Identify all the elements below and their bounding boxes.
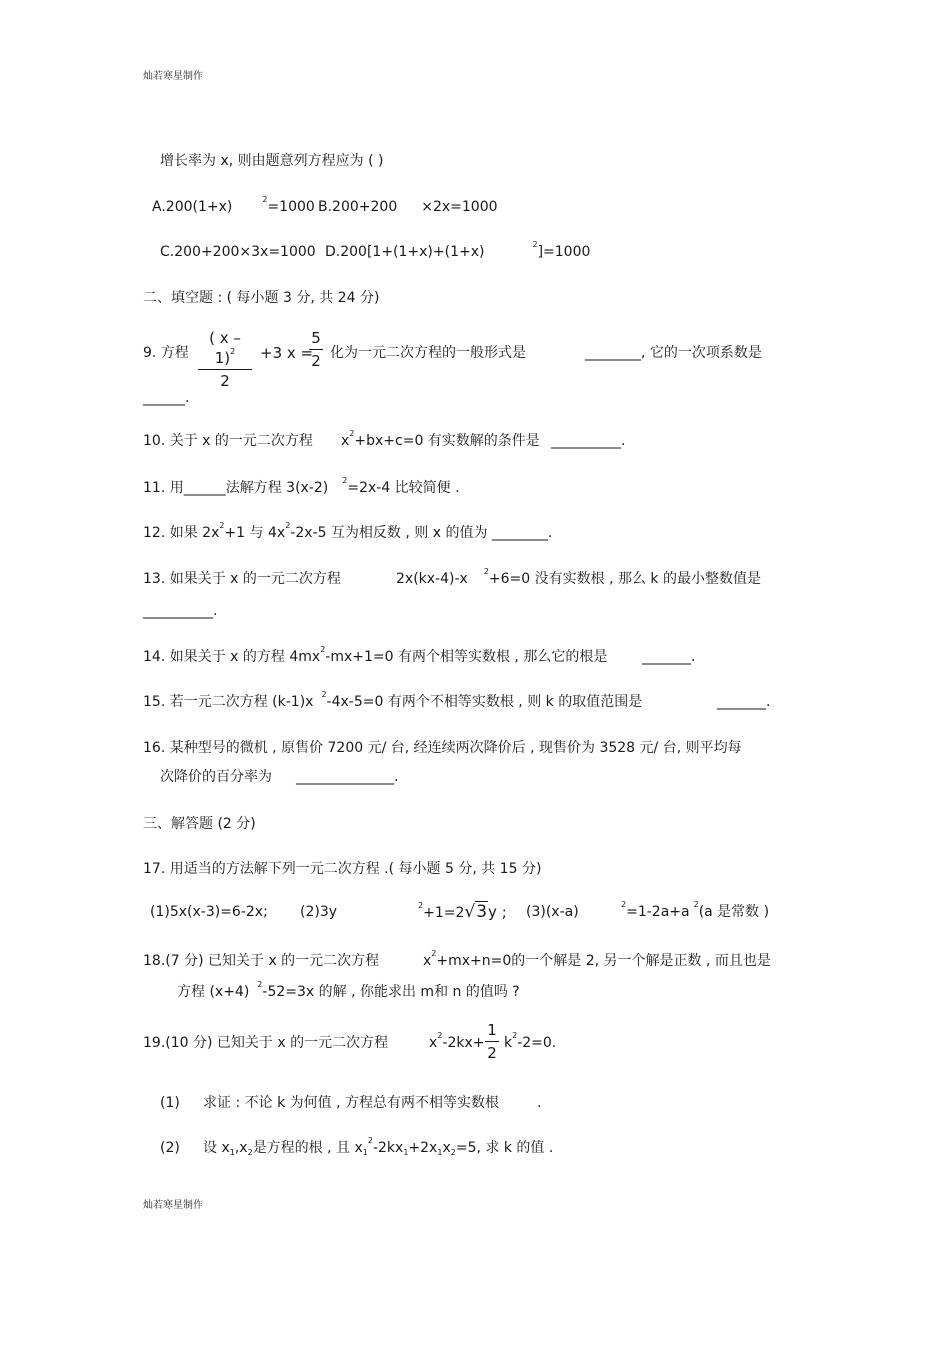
q17-part-2-a: (2)3y — [300, 904, 338, 920]
q19-text-c: $k^2-2=0$. — [504, 1031, 557, 1051]
q17-part-2-b: $^2$+1=2√3y ; — [418, 901, 507, 922]
q10-equation: $x^2+bx+c=0$ 有实数解的条件是 — [341, 429, 540, 449]
q9-blank-2: ______. — [143, 390, 190, 406]
q18-line-2: 方程 (x+4) $^2$-52=3x 的解 , 你能求出 m和 n 的值吗 ? — [177, 980, 520, 1000]
sqrt-symbol: √3 — [464, 902, 488, 922]
q17-part-3-b: $^2$=1-2a+a $^2$(a 是常数 ) — [621, 900, 770, 920]
q19-part-1: 求证 : 不论 k 为何值 , 方程总有两不相等实数根 — [203, 1095, 499, 1111]
q9-tail: 化为一元二次方程的一般形式是 — [330, 345, 526, 361]
q9-blank-1: ________, 它的一次项系数是 — [585, 345, 762, 361]
q19-text-a: 19.(10 分) 已知关于 x 的一元二次方程 — [143, 1035, 389, 1051]
q16-blank: ______________. — [296, 769, 399, 785]
q8-option-d: D.200[1+(1+x)+(1+x) $^2$]=1000 — [325, 240, 591, 260]
q14-blank: _______. — [642, 649, 696, 665]
q19-part-1-label: (1) — [160, 1095, 180, 1111]
q9-label: 9. 方程 — [143, 345, 189, 361]
q14-text: 14. 如果关于 x 的方程 $4mx^2-mx+1=0$ 有两个相等实数根 , 那么它的根是 — [143, 645, 608, 665]
q10-blank: __________. — [551, 433, 626, 449]
section3-title: 三、解答题 (2 分) — [143, 816, 256, 832]
q15-blank: _______. — [717, 694, 771, 710]
q17-part-3-a: (3)(x-a) — [526, 904, 579, 920]
q17-part-1: (1)5x(x-3)=6-2x; — [150, 904, 268, 920]
q11-text: 11. 用______法解方程 3(x-2) $^2$=2x-4 比较简便 . — [143, 476, 460, 496]
q8-option-a: A.200(1+x) $^2$=1000 — [152, 195, 315, 215]
q10-text: 10. 关于 x 的一元二次方程 — [143, 433, 313, 449]
q19-part-1-end: . — [537, 1095, 542, 1111]
q18-text-a: 18.(7 分) 已知关于 x 的一元二次方程 — [143, 953, 380, 969]
q9-middle: +3 x = — [260, 344, 314, 362]
q13-text-b: 2x(kx-4)-x $^2$+6=0 没有实数根 , 那么 k 的最小整数值是 — [396, 567, 761, 587]
q8-option-c: C.200+200×3x=1000 — [160, 244, 316, 260]
q16-line-2: 次降价的百分率为 — [160, 769, 272, 785]
q12-text: 12. 如果 $2x^2+1$ 与 $4x^2-2x-5$ 互为相反数 , 则 x 的值为 ________. — [143, 521, 553, 541]
q9-fraction-1: ( x – 1)$^2$ 2 — [198, 328, 252, 391]
q19-part-2: 设 $x_1,x_2$是方程的根 , 且 $x_1^2-2kx_1+2x_1x_2=5$, 求 k 的值 . — [203, 1136, 554, 1157]
q8-option-b: B.200+200 ×2x=1000 — [318, 199, 498, 215]
q19-text-b: $x^2-2kx+$ — [429, 1031, 485, 1051]
footer-maker: 灿若寒星制作 — [143, 1200, 203, 1211]
q9-fraction-2: 5 2 — [309, 328, 323, 371]
q15-text: 15. 若一元二次方程 (k-1)x $^2$-4x-5=0 有两个不相等实数根 , 则 k 的取值范围是 — [143, 690, 643, 710]
q16-line-1: 16. 某种型号的微机 , 原售价 7200 元/ 台, 经连续两次降价后 , 现售价为 3528 元/ 台, 则平均每 — [143, 740, 742, 756]
section2-title: 二、填空题 : ( 每小题 3 分, 共 24 分) — [143, 290, 380, 306]
q13-text-a: 13. 如果关于 x 的一元二次方程 — [143, 571, 341, 587]
q18-text-b: $x^2+mx+n=0$的一个解是 2, 另一个解是正数 , 而且也是 — [423, 949, 771, 969]
header-maker: 灿若寒星制作 — [143, 71, 203, 82]
q19-part-2-label: (2) — [160, 1140, 180, 1156]
q19-fraction: 1 2 — [485, 1020, 499, 1063]
q8-stem-tail: 增长率为 x, 则由题意列方程应为 ( ) — [160, 153, 384, 169]
q13-blank: __________. — [143, 603, 218, 619]
q17-stem: 17. 用适当的方法解下列一元二次方程 .( 每小题 5 分, 共 15 分) — [143, 861, 542, 877]
